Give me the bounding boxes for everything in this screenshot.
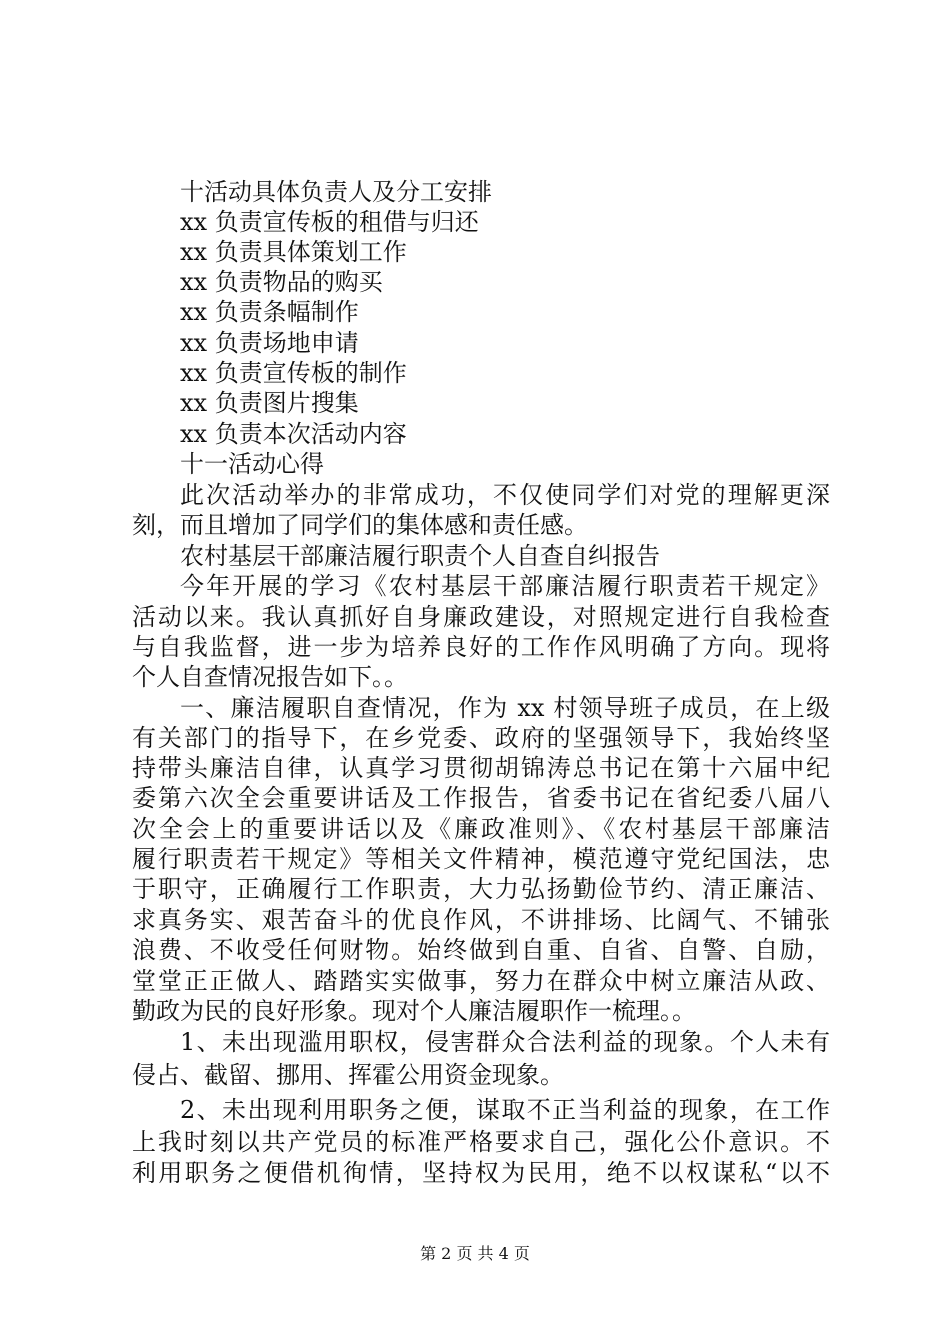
paragraph-line: 2、未出现利用职务之便，谋取不正当利益的现象，在工作 <box>180 1096 830 1124</box>
list-item: xx 负责本次活动内容 <box>180 420 407 448</box>
paragraph-line: 堂堂正正做人、踏踏实实做事，努力在群众中树立廉洁从政、 <box>132 967 830 995</box>
paragraph-line: 今年开展的学习《农村基层干部廉洁履行职责若干规定》 <box>180 572 830 600</box>
list-item: xx 负责条幅制作 <box>180 298 359 326</box>
list-item: xx 负责具体策划工作 <box>180 238 407 266</box>
list-item: xx 负责宣传板的租借与归还 <box>180 208 479 236</box>
list-item: xx 负责宣传板的制作 <box>180 359 407 387</box>
paragraph-line: 1、未出现滥用职权，侵害群众合法利益的现象。个人未有 <box>180 1028 830 1056</box>
paragraph-line: 履行职责若干规定》等相关文件精神，模范遵守党纪国法，忠 <box>132 845 830 873</box>
paragraph-line: 浪费、不收受任何财物。始终做到自重、自省、自警、自励， <box>132 936 830 964</box>
paragraph-line: 持带头廉洁自律，认真学习贯彻胡锦涛总书记在第十六届中纪 <box>132 754 830 782</box>
paragraph-line: 于职守，正确履行工作职责，大力弘扬勤俭节约、清正廉洁、 <box>132 875 830 903</box>
paragraph-line: 委第六次全会重要讲话及工作报告，省委书记在省纪委八届八 <box>132 784 830 812</box>
paragraph-line: 与自我监督，进一步为培养良好的工作作风明确了方向。现将 <box>132 633 830 661</box>
list-item: xx 负责图片搜集 <box>180 389 359 417</box>
section-heading: 十一活动心得 <box>180 450 324 478</box>
paragraph-line: 一、廉洁履职自查情况，作为 xx 村领导班子成员，在上级 <box>180 694 830 722</box>
paragraph-line: 次全会上的重要讲话以及《廉政准则》、《农村基层干部廉洁 <box>132 815 830 843</box>
paragraph-line: 求真务实、艰苦奋斗的优良作风，不讲排场、比阔气、不铺张 <box>132 906 830 934</box>
list-item: xx 负责物品的购买 <box>180 268 383 296</box>
paragraph-line: 有关部门的指导下，在乡党委、政府的坚强领导下，我始终坚 <box>132 724 830 752</box>
paragraph-line: 个人自查情况报告如下。。 <box>132 663 408 691</box>
paragraph-line: 刻，而且增加了同学们的集体感和责任感。 <box>132 511 588 539</box>
paragraph-line: 此次活动举办的非常成功，不仅使同学们对党的理解更深 <box>180 481 830 509</box>
paragraph-line: 上我时刻以共产党员的标准严格要求自己，强化公仆意识。不 <box>132 1128 830 1156</box>
paragraph-line: 利用职务之便借机徇情，坚持权为民用，绝不以权谋私“以不 <box>132 1159 830 1187</box>
paragraph-line: 活动以来。我认真抓好自身廉政建设，对照规定进行自我检查 <box>132 603 830 631</box>
page-footer: 第 2 页 共 4 页 <box>420 1244 530 1263</box>
paragraph-line: 侵占、截留、挪用、挥霍公用资金现象。 <box>132 1061 564 1089</box>
section-heading: 十活动具体负责人及分工安排 <box>180 178 492 206</box>
list-item: xx 负责场地申请 <box>180 329 359 357</box>
paragraph-line: 勤政为民的良好形象。现对个人廉洁履职作一梳理。。 <box>132 997 696 1025</box>
report-title: 农村基层干部廉洁履行职责个人自查自纠报告 <box>180 542 660 570</box>
